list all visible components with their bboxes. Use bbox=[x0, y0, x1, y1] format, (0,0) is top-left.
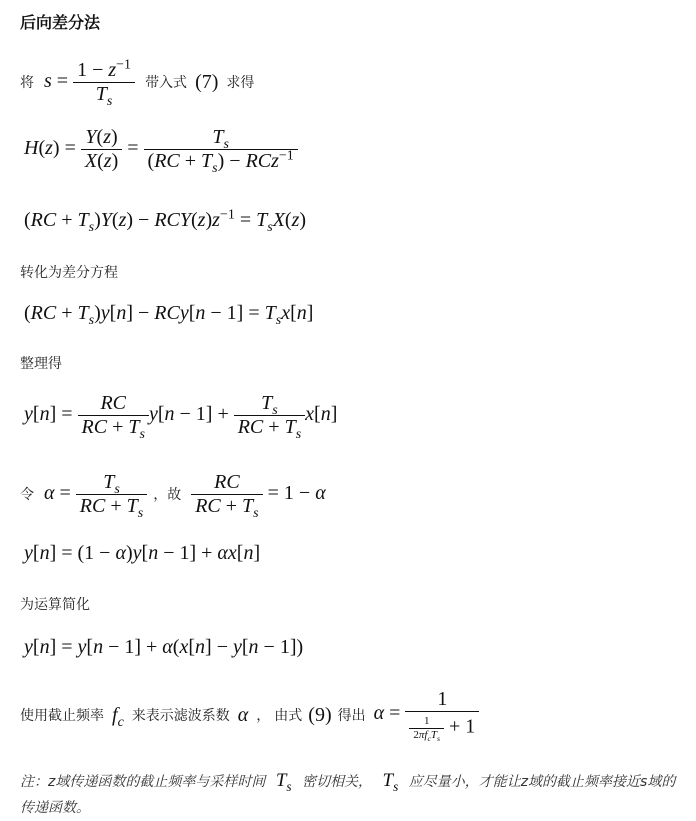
cutoff-comma: ， bbox=[256, 708, 271, 724]
difference-equation-formula: $(RC + T_s)y[n] - RCy[n - 1] = T_sx[n]$ bbox=[24, 302, 314, 328]
rearrange-label: 整理得 bbox=[20, 356, 62, 372]
fc-symbol: $f_c$ bbox=[112, 703, 124, 730]
one-minus-alpha-formula: $\frac{RC}{RC + T_s}$ = 1 − α bbox=[191, 471, 325, 518]
ts-symbol-2: $T_s$ bbox=[382, 770, 399, 794]
note-part1: 注：z域传递函数的截止频率与采样时间 bbox=[20, 774, 266, 790]
page-title: 后向差分法 bbox=[20, 13, 101, 32]
cutoff-tail: 得出 bbox=[337, 708, 366, 724]
equation-ref-9: (9) bbox=[308, 703, 332, 726]
note-part3: 应尽量小，才能让z域的截止频率接近s域的传递函数。 bbox=[20, 774, 676, 816]
alpha-prefix: 令 bbox=[20, 487, 34, 503]
alpha-formula: α = $\frac{T_s}{RC + T_s}$ bbox=[44, 471, 147, 518]
note-part2: 密切相关， bbox=[302, 774, 373, 790]
simplify-label: 为运算简化 bbox=[20, 597, 90, 613]
difference-equation-label: 转化为差分方程 bbox=[20, 265, 118, 281]
footnote bbox=[20, 768, 676, 821]
transfer-function-formula: H(z) = $\frac{Y(z)}{X(z)}$ = $\frac{T_s}{(RC + T_s) - RCz^{-1}}$ bbox=[24, 126, 696, 173]
equation-ref-7: (7) bbox=[195, 70, 219, 93]
s-definition-formula: s = $\frac{1 - z^{-1}}{T_s}$ bbox=[44, 59, 135, 106]
cutoff-middle: 来表示滤波系数 bbox=[131, 708, 230, 724]
cutoff-prefix: 使用截止频率 bbox=[20, 708, 104, 724]
cutoff-line bbox=[20, 680, 696, 750]
substitute-suffix: 带入式 bbox=[145, 75, 188, 91]
alpha-definition-line bbox=[20, 464, 696, 524]
alpha-symbol: α bbox=[237, 703, 249, 726]
substitute-prefix: 将 bbox=[20, 75, 34, 91]
rearranged-formula: y[n] = $\frac{RC}{RC + T_s}$ y[n − 1] + $\frac{T_s}{RC + T_s}$ x[n] bbox=[24, 392, 338, 442]
alpha-cutoff-formula: α = 1 $\frac{1}{2\pi f_cT_s}$ + 1 bbox=[374, 688, 480, 741]
alpha-filter-formula: y[n] = (1 − α)y[n − 1] + αx[n] bbox=[24, 542, 261, 564]
z-domain-equation: $(RC + T_s)Y(z) - RCY(z)z^{-1} = T_sX(z)$ bbox=[24, 207, 307, 235]
ts-symbol-1: $T_s$ bbox=[275, 770, 292, 794]
simplified-filter-formula: y[n] = y[n − 1] + α(x[n] − y[n − 1]) bbox=[24, 636, 304, 658]
substitution-line bbox=[20, 52, 696, 112]
cutoff-by: 由式 bbox=[274, 708, 303, 724]
alpha-middle: ，故 bbox=[153, 487, 182, 503]
substitute-tail: 求得 bbox=[226, 75, 255, 91]
